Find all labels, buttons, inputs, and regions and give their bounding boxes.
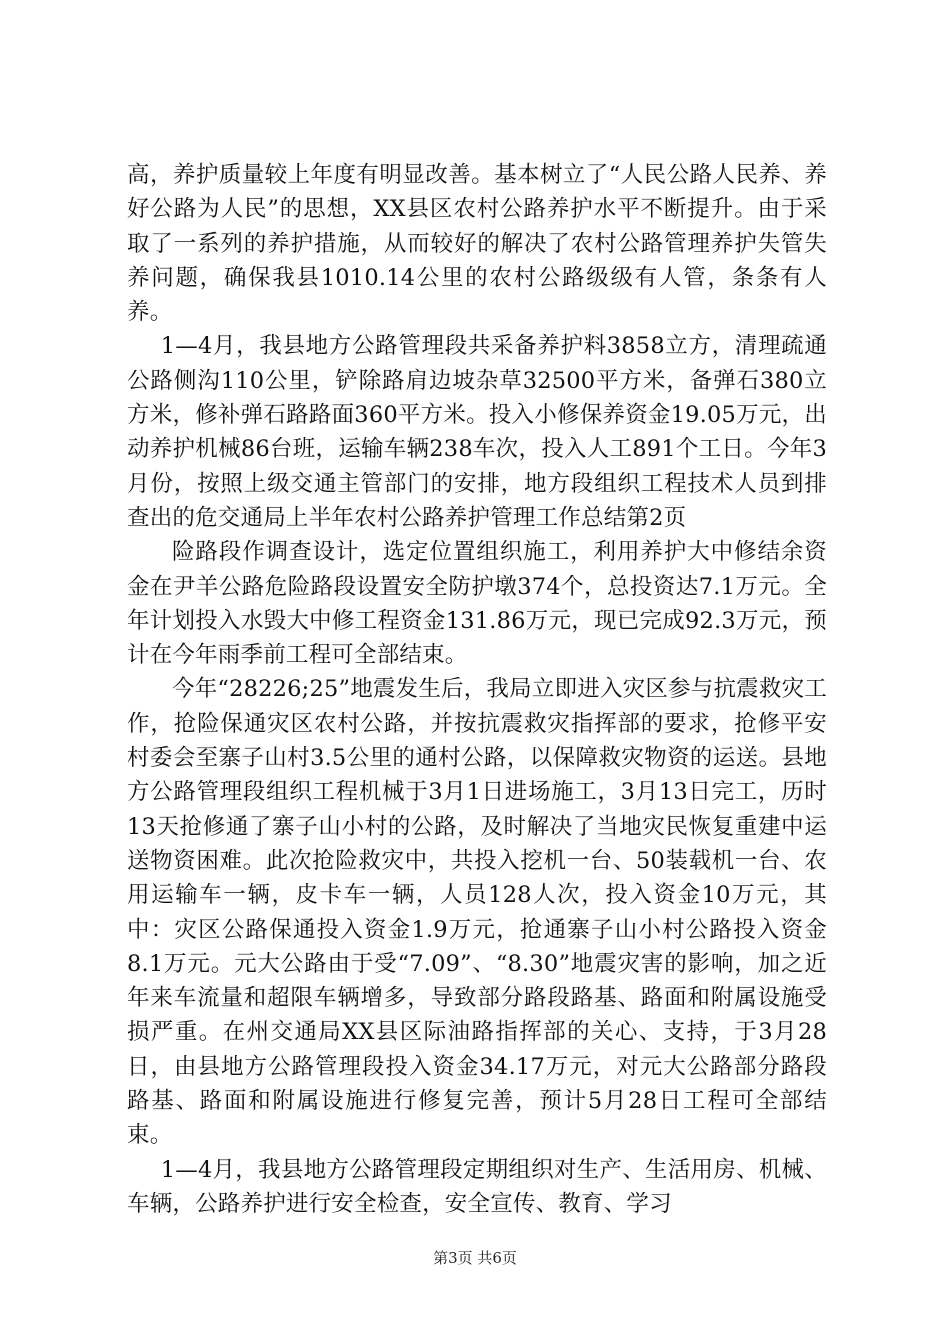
document-body [127, 158, 827, 1221]
paragraph-maintenance-materials: 1—4月，我县地方公路管理段共采备养护料3858立方，清理疏通公路侧沟110公里，铲除路肩边坡杂草32500平方米，备弹石380立方米，修补弹石路路面360平方米。投入小修保养资金19.05万元，出动养护机械86台班，运输车辆238车次，投入人工891个工日。今年3月份，按照上级交通主管部门的安排，地方段组织工程技术人员到排查出的危交通局上半年农村公路养护管理工作总结第2页 [127, 333, 827, 531]
paragraph-earthquake-relief: 今年“28226;25”地震发生后，我局立即进入灾区参与抗震救灾工作，抢险保通灾区农村公路，并按抗震救灾指挥部的要求，抢修平安村委会至寨子山村3.5公里的通村公路，以保障救灾物资的运送。县地方公路管理段组织工程机械于3月1日进场施工，3月13日完工，历时13天抢修通了寨子山小村的公路，及时解决了当地灾民恢复重建中运送物资困难。此次抢险救灾中，共投入挖机一台、50装载机一台、农用运输车一辆，皮卡车一辆，人员128人次，投入资金10万元，其中：灾区公路保通投入资金1.9万元，抢通寨子山小村公路投入资金8.1万元。元大公路由于受“7.09”、“8.30”地震灾害的影响，加之近年来车流量和超限车辆增多，导致部分路段路基、路面和附属设施受损严重。在州交通局XX县区际油路指挥部的关心、支持，于3月28日，由县地方公路管理段投入资金34.17万元，对元大公路部分路段路基、路面和附属设施进行修复完善，预计5月28日工程可全部结束。 [127, 676, 827, 1149]
paragraph-dangerous-sections: 险路段作调查设计，选定位置组织施工，利用养护大中修结余资金在尹羊公路危险路段设置安全防护墩374个，总投资达7.1万元。全年计划投入水毁大中修工程资金131.86万元，现已完成92.3万元，预计在今年雨季前工程可全部结束。 [127, 539, 827, 669]
paragraph-safety-inspection: 1—4月，我县地方公路管理段定期组织对生产、生活用房、机械、车辆，公路养护进行安全检查，安全宣传、教育、学习 [127, 1156, 827, 1217]
paragraph-continuation: 高，养护质量较上年度有明显改善。基本树立了“人民公路人民养、养好公路为人民”的思想，XX县区农村公路养护水平不断提升。由于采取了一系列的养护措施，从而较好的解决了农村公路管理养护失管失养问题，确保我县1010.14公里的农村公路级级有人管，条条有人养。 [127, 162, 827, 326]
page-number-footer: 第3页 共6页 [433, 1249, 517, 1267]
